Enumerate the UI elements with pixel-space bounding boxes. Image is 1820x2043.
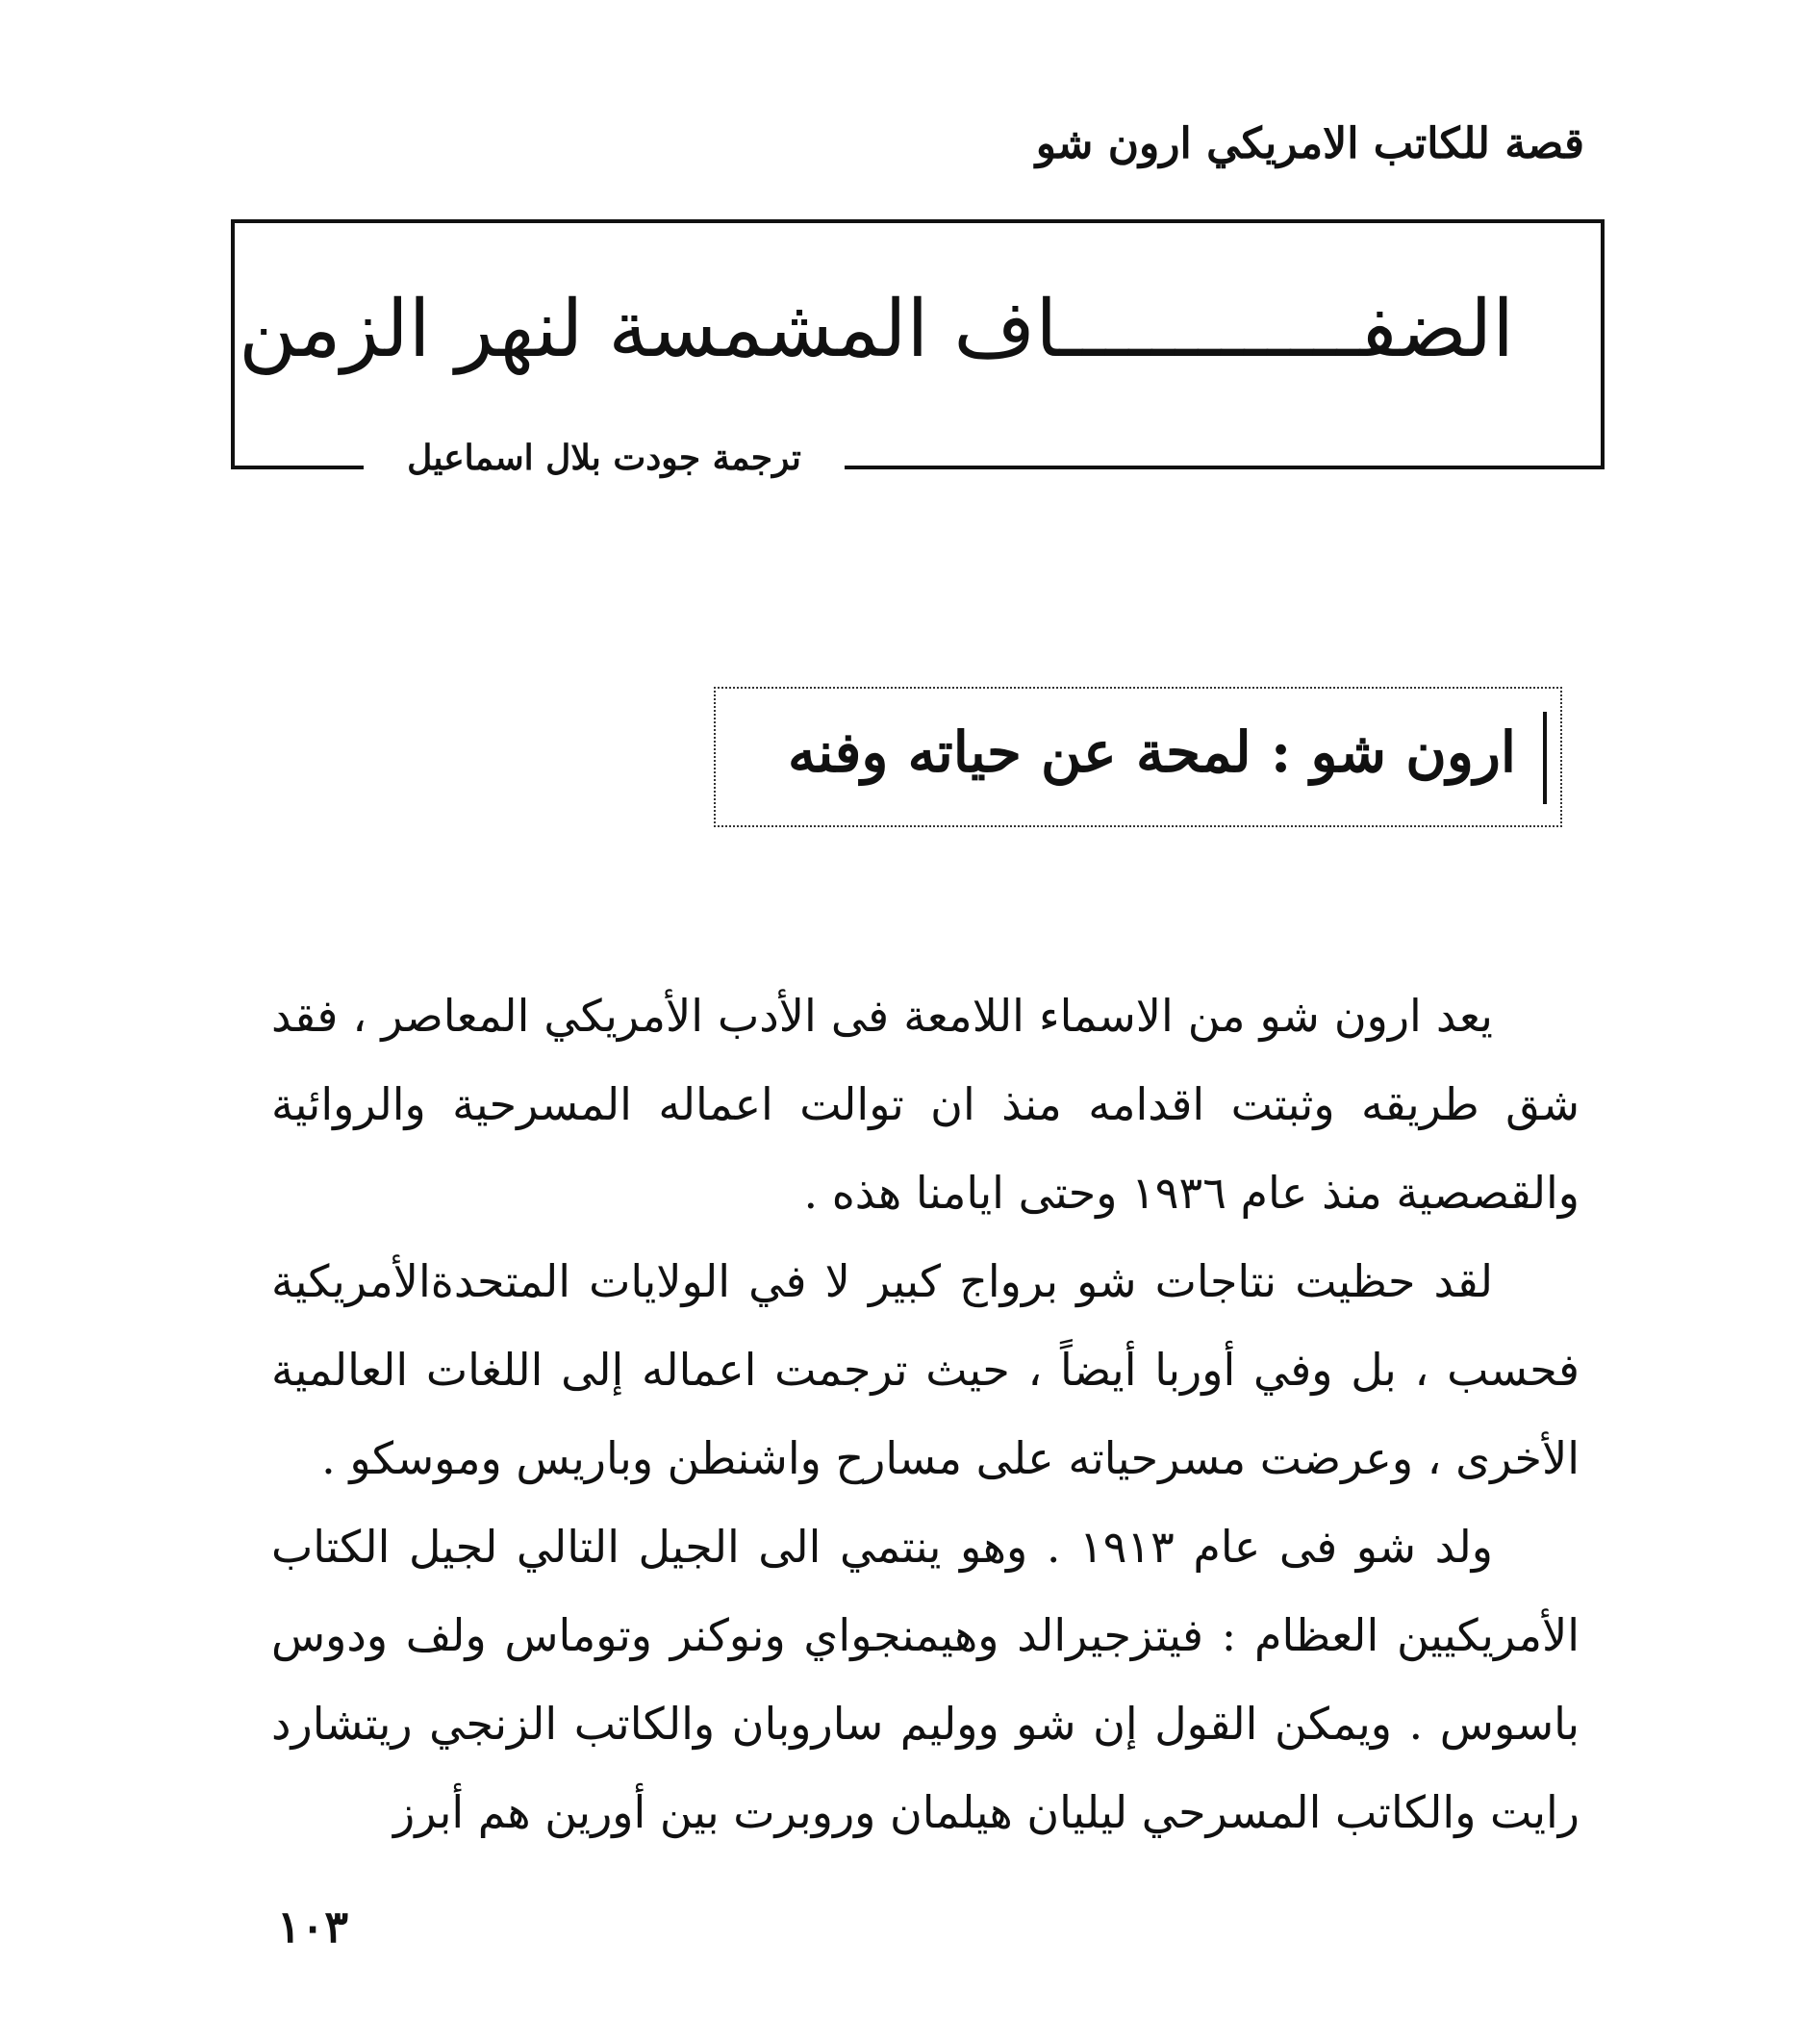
article-body (271, 971, 1580, 1856)
section-heading: ارون شو : لمحة عن حياته وفنه (788, 719, 1516, 785)
translator-byline: ترجمة جودت بلال اسماعيل (407, 438, 801, 478)
series-kicker: قصة للكاتب الامريكي ارون شو (1035, 119, 1584, 168)
byline-rule-right (845, 466, 1605, 469)
body-paragraph: ولد شو فى عام ١٩١٣ . وهو ينتمي الى الجيل التالي لجيل الكتاب الأمريكيين العظام : فيتزجيرالد وهيمنجواي ونوكنر وتوماس ولف ودوس باسوس . ويمكن القول إن شو ووليم ساروبان والكاتب الزنجي ريتشارد رايت والكاتب المسرحي ليليان هيلمان وروبرت بين أورين هم أبرز (271, 1521, 1580, 1838)
section-heading-frame (714, 687, 1562, 827)
title-frame (231, 219, 1605, 466)
story-title: الضفـــــــــــــاف المشمسة لنهر الزمن (239, 284, 1514, 375)
body-paragraph: يعد ارون شو من الاسماء اللامعة فى الأدب الأمريكي المعاصر ، فقد شق طريقه وثبتت اقدامه منذ ان توالت اعماله المسرحية والروائية والقصصية منذ عام ١٩٣٦ وحتى ايامنا هذه . (271, 990, 1580, 1219)
byline-rule-left (231, 466, 364, 469)
page-number: ١٠٣ (277, 1901, 349, 1953)
section-heading-inner (716, 712, 1547, 804)
body-paragraph: لقد حظيت نتاجات شو برواج كبير لا في الولايات المتحدةالأمريكية فحسب ، بل وفي أوربا أيضاً ، حيث ترجمت اعماله إلى اللغات العالمية الأخرى ، وعرضت مسرحياته على مسارح واشنطن وباريس وموسكو . (271, 1255, 1580, 1484)
